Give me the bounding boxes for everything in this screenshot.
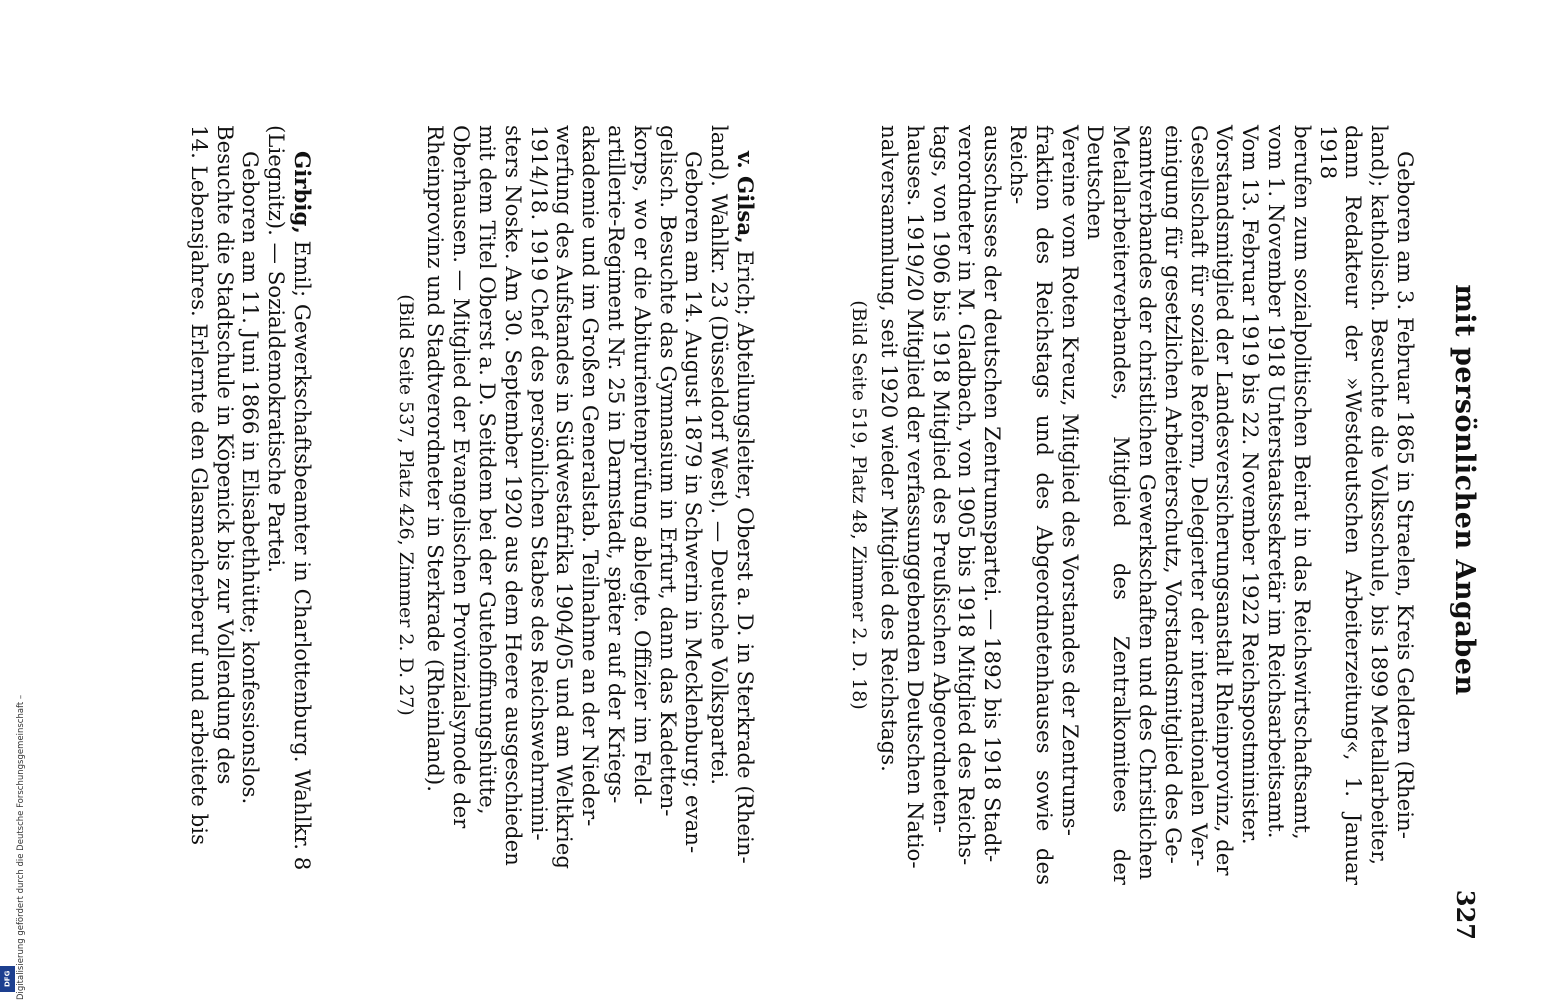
entry-line: artillerie-Regiment Nr. 25 in Darmstadt, später auf der Kriegs- bbox=[603, 125, 629, 804]
entry-line: land). Wahlkr. 23 (Düsseldorf West). — Deutsche Volkspartei. bbox=[706, 125, 732, 785]
entry-line: einigung für gesetzlichen Arbeiterschutz, Vorstandsmitglied des Ge- bbox=[1159, 125, 1185, 864]
entry-line: verordneter in M. Gladbach, von 1905 bis 1918 Mitglied des Reichs- bbox=[953, 125, 979, 866]
entry-heading-rest: Erich; Abteilungsleiter, Oberst a. D. in Sterkrade (Rhein- bbox=[732, 250, 757, 864]
dfg-logo: DFG bbox=[0, 966, 15, 992]
entry-line: vom 1. November 1918 Unterstaatssekretär im Reichsarbeitsamt. bbox=[1263, 125, 1289, 839]
entry-line: tags, von 1906 bis 1918 Mitglied des Preußischen Abgeordneten- bbox=[927, 125, 953, 833]
entry-heading bbox=[731, 125, 757, 885]
entry-heading-rest: Emil; Gewerkschaftsbeamter in Charlottenburg. Wahlkr. 8 bbox=[289, 240, 314, 871]
biography-entry-gilsa bbox=[392, 125, 757, 885]
entry-line: Vorstandsmitglied der Landesversicherungsanstalt Rheinprovinz, der bbox=[1211, 125, 1237, 876]
page-header bbox=[1440, 40, 1480, 940]
entry-line: land); katholisch. Besuchte die Volksschule, bis 1899 Metallarbeiter, bbox=[1366, 125, 1392, 866]
digitization-credit bbox=[0, 600, 26, 1000]
entry-line: Geboren am 3. Februar 1865 in Straelen, Kreis Geldern (Rhein- bbox=[1392, 151, 1417, 839]
entry-line: Rheinprovinz und Stadtverordneter in Sterkrade (Rheinland). bbox=[422, 125, 448, 792]
entry-line: nalversammlung, seit 1920 wieder Mitglied des Reichstags. bbox=[876, 125, 902, 772]
photo-reference: (Bild Seite 537, Platz 426, Zimmer 2. D. 27) bbox=[394, 294, 417, 716]
photo-reference: (Bild Seite 519, Platz 48, Zimmer 2. D. 18) bbox=[848, 300, 871, 710]
entry-line: Geboren am 14. August 1879 in Schwerin in Mecklenburg; evan- bbox=[680, 151, 706, 854]
entry-line: Vereine vom Roten Kreuz, Mitglied des Vorstandes der Zentrums- bbox=[1056, 125, 1082, 836]
entry-line: samtverbandes der christlichen Gewerkschaften und des Christlichen bbox=[1134, 125, 1160, 881]
entry-line: Metallarbeiterverbandes, Mitglied des Zentralkomitees der Deutschen bbox=[1082, 125, 1134, 885]
entry-line: (Liegnitz). — Sozialdemokratische Partei. bbox=[263, 125, 289, 574]
member-name: Girbig, bbox=[289, 151, 314, 234]
entry-line: ausschusses der deutschen Zentrumspartei. — 1892 bis 1918 Stadt- bbox=[979, 125, 1005, 863]
entry-line: werfung des Aufstandes in Südwestafrika 1904/05 und am Weltkrieg bbox=[551, 125, 577, 869]
entry-line: berufen zum sozialpolitischen Beirat in das Reichswirtschaftsamt, bbox=[1288, 125, 1314, 840]
entry-line: mit dem Titel Oberst a. D. Seitdem bei der Gutehoffnungshütte, bbox=[474, 125, 500, 815]
page-number: 327 bbox=[1451, 889, 1480, 940]
entry-line: korps, wo er die Abiturientenprüfung ablegte. Offizier im Feld- bbox=[628, 125, 654, 805]
entry-line: dann Redakteur der »Westdeutschen Arbeiterzeitung«, 1. Januar 1918 bbox=[1314, 125, 1366, 885]
entry-heading bbox=[288, 125, 314, 885]
member-name: v. Gilsa, bbox=[732, 151, 757, 244]
biography-entry-girbig bbox=[185, 125, 314, 885]
entry-line: fraktion des Reichstags und des Abgeordnetenhauses sowie des Reichs- bbox=[1005, 125, 1056, 885]
running-head: mit persönlichen Angaben bbox=[1449, 284, 1480, 696]
entry-line: Geboren am 11. Juni 1866 in Elisabethhütte; konfessionslos. bbox=[237, 151, 263, 805]
entry-line: Oberhausen. — Mitglied der Evangelischen Provinzialsynode der bbox=[448, 125, 474, 829]
entry-line: akademie und im Großen Generalstab. Teilnahme an der Nieder- bbox=[577, 125, 603, 827]
entry-line: gelisch. Besuchte das Gymnasium in Erfurt, dann das Kadetten- bbox=[654, 125, 680, 817]
entry-line: Gesellschaft für soziale Reform, Delegierter der internationalen Ver- bbox=[1185, 125, 1211, 867]
entry-line: 1914/18. 1919 Chef des persönlichen Stabes des Reichswehrmini- bbox=[525, 125, 551, 841]
entry-line: sters Noske. Am 30. September 1920 aus dem Heere ausgeschieden bbox=[499, 125, 525, 866]
entry-line: Vom 13. Februar 1919 bis 22. November 1922 Reichspostminister. bbox=[1237, 125, 1263, 845]
entry-line: hauses. 1919/20 Mitglied der verfassunggebenden Deutschen Natio- bbox=[901, 125, 927, 869]
digitization-credit-text: Digitalisierung gefördert durch die Deutsche Forschungsgemeinschaft – bbox=[16, 694, 26, 1000]
entry-line: 14. Lebensjahres. Erlernte den Glasmacherberuf und arbeitete bis bbox=[185, 125, 211, 846]
biography-entry-continued bbox=[845, 125, 1417, 885]
entry-line: Besuchte die Stadtschule in Köpenick bis zur Vollendung des bbox=[211, 125, 237, 785]
